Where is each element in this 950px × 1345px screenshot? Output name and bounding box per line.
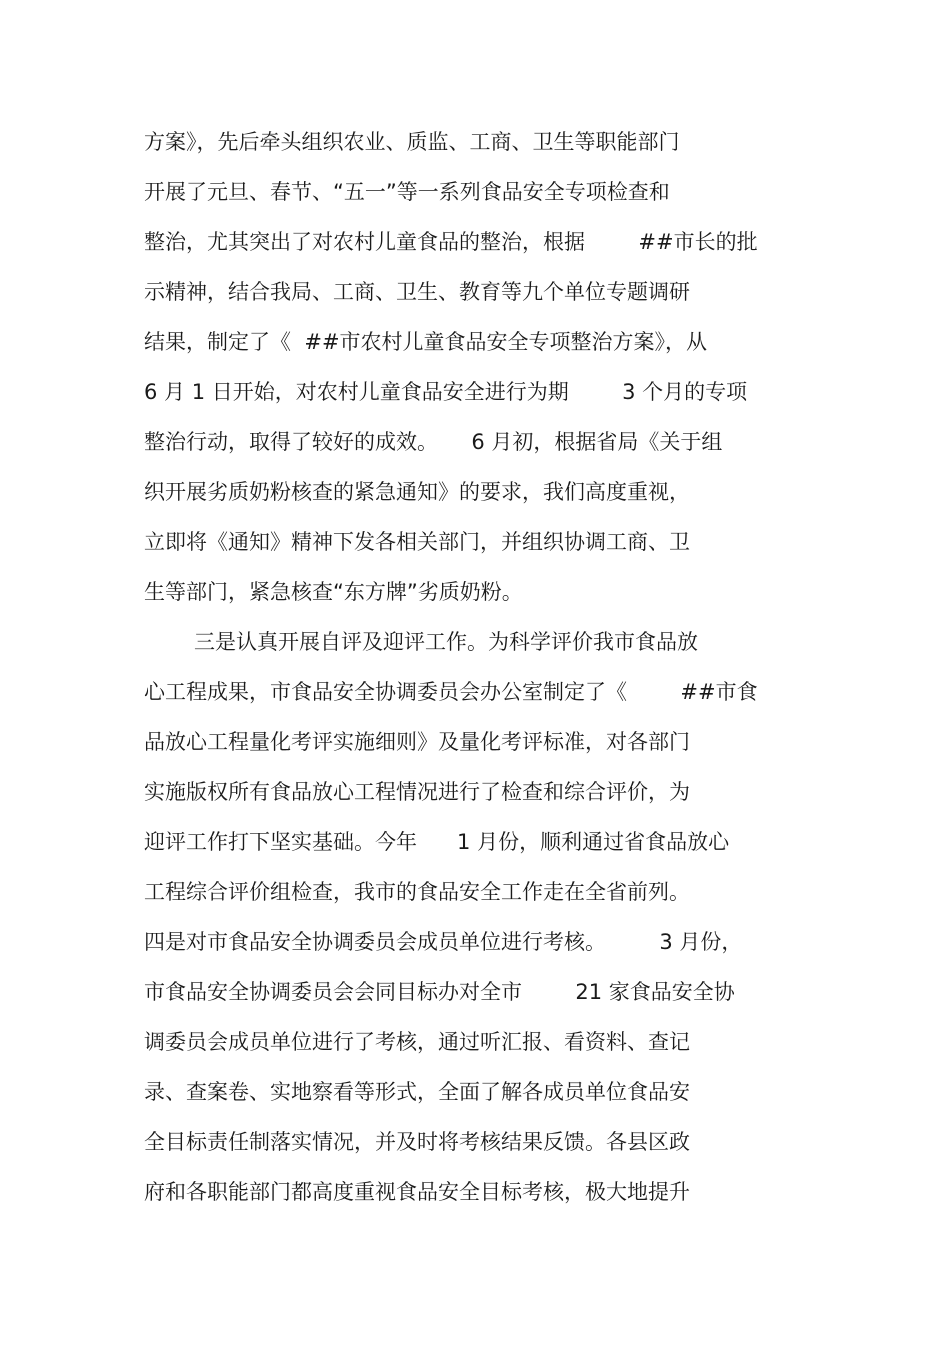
text-line: 品放心工程量化考评实施细则》及量化考评标准，对各部门 bbox=[144, 730, 690, 754]
text-line: 6 月 1 日开始，对农村儿童食品安全进行为期 3 个月的专项 bbox=[144, 380, 748, 404]
text-line: 三是认真开展自评及迎评工作。为科学评价我市食品放 bbox=[194, 630, 698, 654]
text-line: 市食品安全协调委员会会同目标办对全市 21 家食品安全协 bbox=[144, 980, 735, 1004]
text-line: 生等部门，紧急核查“东方牌”劣质奶粉。 bbox=[144, 580, 523, 604]
text-line: 迎评工作打下坚实基础。今年 1 月份，顺利通过省食品放心 bbox=[144, 830, 730, 854]
text-line: 四是对市食品安全协调委员会成员单位进行考核。 3 月份， bbox=[144, 930, 743, 954]
text-line: 实施版权所有食品放心工程情况进行了检查和综合评价，为 bbox=[144, 780, 690, 804]
text-line: 工程综合评价组检查，我市的食品安全工作走在全省前列。 bbox=[144, 880, 690, 904]
text-line: 立即将《通知》精神下发各相关部门，并组织协调工商、卫 bbox=[144, 530, 690, 554]
text-line: 开展了元旦、春节、“五一”等一系列食品安全专项检查和 bbox=[144, 180, 670, 204]
text-line: 全目标责任制落实情况，并及时将考核结果反馈。各县区政 bbox=[144, 1130, 690, 1154]
text-line: 整治行动，取得了较好的成效。 6 月初，根据省局《关于组 bbox=[144, 430, 723, 454]
text-line: 织开展劣质奶粉核查的紧急通知》的要求，我们高度重视， bbox=[144, 480, 690, 504]
text-line: 调委员会成员单位进行了考核，通过听汇报、看资料、查记 bbox=[144, 1030, 690, 1054]
text-line: 整治，尤其突出了对农村儿童食品的整治，根据 ##市长的批 bbox=[144, 230, 758, 254]
text-line: 方案》，先后牵头组织农业、质监、工商、卫生等职能部门 bbox=[144, 130, 680, 154]
text-line: 心工程成果，市食品安全协调委员会办公室制定了《 ##市食 bbox=[144, 680, 758, 704]
text-line: 结果，制定了《 ##市农村儿童食品安全专项整治方案》，从 bbox=[144, 330, 708, 354]
text-line: 示精神，结合我局、工商、卫生、教育等九个单位专题调研 bbox=[144, 280, 690, 304]
text-line: 录、查案卷、实地察看等形式，全面了解各成员单位食品安 bbox=[144, 1080, 690, 1104]
text-line: 府和各职能部门都高度重视食品安全目标考核，极大地提升 bbox=[144, 1180, 690, 1204]
